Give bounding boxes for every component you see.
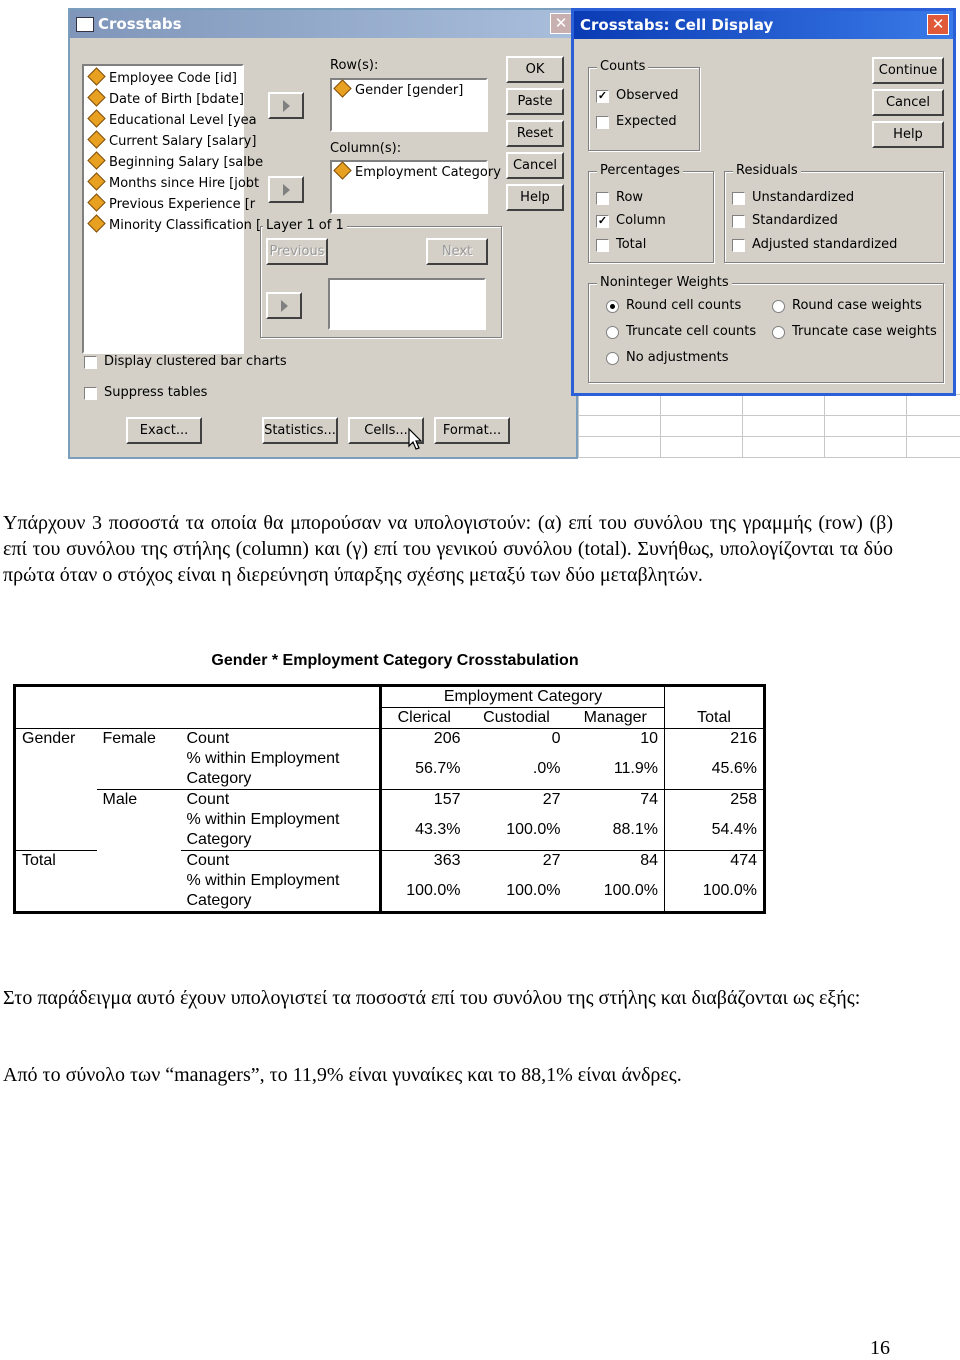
list-item[interactable]: Current Salary [salary] — [84, 131, 242, 152]
table-cell: 27 — [542, 852, 561, 869]
expected-checkbox[interactable] — [596, 116, 609, 129]
scale-variable-icon — [87, 214, 105, 232]
close-icon[interactable]: ✕ — [927, 14, 949, 35]
stat-label: Count — [181, 729, 381, 750]
nominal-variable-icon — [333, 79, 351, 97]
observed-checkbox[interactable]: ✓ — [597, 90, 608, 102]
standardized-checkbox[interactable] — [732, 215, 745, 228]
mouse-cursor-icon — [408, 428, 424, 452]
help-button[interactable]: Help — [506, 184, 564, 211]
arrow-right-icon — [283, 100, 290, 112]
counts-title: Counts — [597, 59, 648, 74]
suppress-tables-label: Suppress tables — [104, 385, 208, 400]
unstandardized-label: Unstandardized — [752, 190, 855, 205]
ok-button[interactable]: OK — [506, 56, 564, 83]
adjusted-standardized-checkbox[interactable] — [732, 239, 745, 252]
total-label: Total — [616, 237, 647, 252]
row-group-label: Gender — [15, 729, 97, 851]
cell-display-titlebar[interactable] — [574, 11, 953, 39]
column-label: Column — [616, 213, 666, 228]
nominal-variable-icon — [333, 161, 351, 179]
layer-label: Layer 1 of 1 — [263, 218, 347, 233]
paragraph-2: Στο παράδειγμα αυτό έχουν υπολογιστεί τα ποσοστά επί του συνόλου της στήλης και διαβάζονται ως εξής: — [3, 987, 861, 1009]
list-item[interactable]: Beginning Salary [salbe — [84, 152, 242, 173]
round-cell-counts-radio[interactable] — [606, 300, 619, 313]
column-header: Manager — [583, 709, 647, 726]
round-cell-counts-label: Round cell counts — [626, 298, 742, 313]
table-row — [15, 790, 765, 811]
list-item[interactable]: Gender [gender] — [332, 80, 486, 101]
stat-label: % within Employment Category — [181, 749, 381, 790]
column-group-header: Employment Category — [381, 686, 665, 708]
table-cell: 100.0% — [467, 810, 567, 851]
table-cell: 56.7% — [415, 760, 461, 777]
display-clustered-label: Display clustered bar charts — [104, 354, 287, 369]
table-cell: 11.9% — [613, 760, 658, 777]
list-item[interactable]: Employee Code [id] — [84, 68, 242, 89]
table-cell: 27 — [467, 790, 567, 811]
table-cell: 88.1% — [567, 810, 665, 851]
display-clustered-checkbox[interactable] — [84, 356, 97, 369]
table-row — [15, 729, 765, 750]
truncate-cell-counts-radio[interactable] — [606, 326, 619, 339]
spreadsheet-grid — [578, 394, 960, 458]
round-case-weights-label: Round case weights — [792, 298, 922, 313]
source-variable-list[interactable] — [82, 64, 264, 354]
table-cell: 363 — [433, 852, 461, 869]
paragraph-1: Υπάρχουν 3 ποσοστά τα οποία θα μπορούσαν να υπολογιστούν: (α) επί του συνόλου της γραμμής (row) (β) επί του συνόλου της στήλης (column) και (γ) επί του γενικού συνόλου (total). Συνήθως, υπολογίζονται τα δύο πρώτα όταν ο στόχος είναι η διερεύνηση ύπαρξης σχέσης μεταξύ των δύο μεταβλητών. — [3, 512, 893, 586]
table-row — [15, 851, 765, 872]
table-cell: 54.4% — [665, 810, 765, 851]
list-item[interactable]: Date of Birth [bdate] — [84, 89, 242, 110]
stat-label: Count — [181, 790, 381, 811]
stat-label: % within Employment Category — [181, 810, 381, 851]
table-cell: 474 — [665, 851, 765, 872]
cancel-button[interactable]: Cancel — [872, 89, 944, 116]
arrow-right-icon — [281, 300, 288, 312]
column-header: Custodial — [483, 709, 550, 726]
cell-display-title: Crosstabs: Cell Display — [580, 16, 774, 34]
list-item[interactable]: Previous Experience [r — [84, 194, 242, 215]
row-sub-label: Female — [97, 729, 181, 790]
paragraph-3: Από το σύνολο των “managers”, το 11,9% είναι γυναίκες και το 88,1% είναι άνδρες. — [3, 1064, 682, 1086]
row-label: Row — [616, 190, 644, 205]
crosstab-title: Gender * Employment Category Crosstabulation — [211, 652, 579, 669]
next-button[interactable]: Next — [426, 238, 488, 265]
truncate-case-weights-radio[interactable] — [772, 326, 785, 339]
table-cell: .0% — [532, 760, 561, 777]
crosstabs-dialog — [68, 8, 578, 459]
rows-label: Row(s): — [330, 58, 379, 73]
reset-button[interactable]: Reset — [506, 120, 564, 147]
unstandardized-checkbox[interactable] — [732, 192, 745, 205]
table-cell: 0 — [467, 729, 567, 750]
scale-variable-icon — [87, 151, 105, 169]
dialog-icon — [76, 17, 94, 32]
help-button[interactable]: Help — [872, 121, 944, 148]
table-cell: 157 — [381, 790, 467, 811]
column-header: Clerical — [397, 709, 451, 726]
scale-variable-icon — [87, 109, 105, 127]
rows-list[interactable] — [330, 78, 488, 132]
table-cell: 100.0% — [381, 871, 467, 913]
arrow-right-icon — [283, 184, 290, 196]
row-sub-label: Male — [97, 790, 181, 851]
scale-variable-icon — [87, 193, 105, 211]
table-cell: 100.0% — [665, 871, 765, 913]
crosstab-table — [13, 684, 766, 914]
table-cell: 84 — [640, 852, 658, 869]
statistics-button[interactable]: Statistics... — [262, 417, 338, 444]
cancel-button[interactable]: Cancel — [506, 152, 564, 179]
stat-label: % within Employment Category — [181, 871, 381, 913]
layer-list[interactable] — [328, 278, 486, 330]
move-to-columns-button[interactable] — [268, 176, 304, 203]
continue-button[interactable]: Continue — [872, 57, 944, 84]
standardized-label: Standardized — [752, 213, 838, 228]
table-cell: 100.0% — [467, 871, 567, 913]
column-header: Total — [665, 708, 765, 729]
scale-variable-icon — [87, 130, 105, 148]
scale-variable-icon — [87, 67, 105, 85]
table-cell: 43.3% — [381, 810, 467, 851]
adjusted-standardized-label: Adjusted standardized — [752, 237, 898, 252]
close-icon[interactable]: ✕ — [550, 13, 572, 34]
move-to-layer-button[interactable] — [266, 292, 302, 319]
total-checkbox[interactable] — [596, 239, 609, 252]
column-checkbox[interactable]: ✓ — [597, 215, 608, 227]
observed-label: Observed — [616, 88, 679, 103]
table-cell: 74 — [567, 790, 665, 811]
scale-variable-icon — [87, 172, 105, 190]
percentages-title: Percentages — [597, 163, 683, 178]
list-item[interactable]: Minority Classification [ — [84, 215, 242, 236]
table-cell: 100.0% — [567, 871, 665, 913]
counts-group — [588, 59, 700, 151]
truncate-cell-counts-label: Truncate cell counts — [626, 324, 757, 339]
table-cell: 10 — [567, 729, 665, 750]
row-checkbox[interactable] — [596, 192, 609, 205]
table-cell: 258 — [665, 790, 765, 811]
previous-button[interactable]: Previous — [266, 238, 328, 265]
table-cell: 216 — [665, 729, 765, 750]
table-cell: 45.6% — [665, 749, 765, 790]
round-case-weights-radio[interactable] — [772, 300, 785, 313]
exact-button[interactable]: Exact... — [126, 417, 202, 444]
row-group-label: Total — [15, 851, 181, 913]
noninteger-weights-title: Noninteger Weights — [597, 275, 732, 290]
list-item[interactable]: Employment Category — [332, 162, 486, 183]
crosstabs-titlebar[interactable] — [70, 10, 576, 38]
columns-label: Column(s): — [330, 141, 402, 156]
cell-display-dialog — [571, 8, 956, 396]
no-adjustments-label: No adjustments — [626, 350, 729, 365]
suppress-tables-checkbox[interactable] — [84, 387, 97, 400]
table-cell: 206 — [381, 729, 467, 750]
paste-button[interactable]: Paste — [506, 88, 564, 115]
columns-list[interactable] — [330, 160, 501, 214]
stat-label: Count — [181, 851, 381, 872]
format-button[interactable]: Format... — [434, 417, 510, 444]
no-adjustments-radio[interactable] — [606, 352, 619, 365]
scale-variable-icon — [87, 88, 105, 106]
list-item[interactable]: Educational Level [yea — [84, 110, 242, 131]
crosstabs-title: Crosstabs — [98, 15, 182, 33]
truncate-case-weights-label: Truncate case weights — [792, 324, 937, 339]
cells-button[interactable]: Cells... — [348, 417, 424, 444]
expected-label: Expected — [616, 114, 677, 129]
page-number: 16 — [870, 1337, 890, 1359]
residuals-title: Residuals — [733, 163, 801, 178]
move-to-rows-button[interactable] — [268, 92, 304, 119]
list-item[interactable]: Months since Hire [jobt — [84, 173, 242, 194]
